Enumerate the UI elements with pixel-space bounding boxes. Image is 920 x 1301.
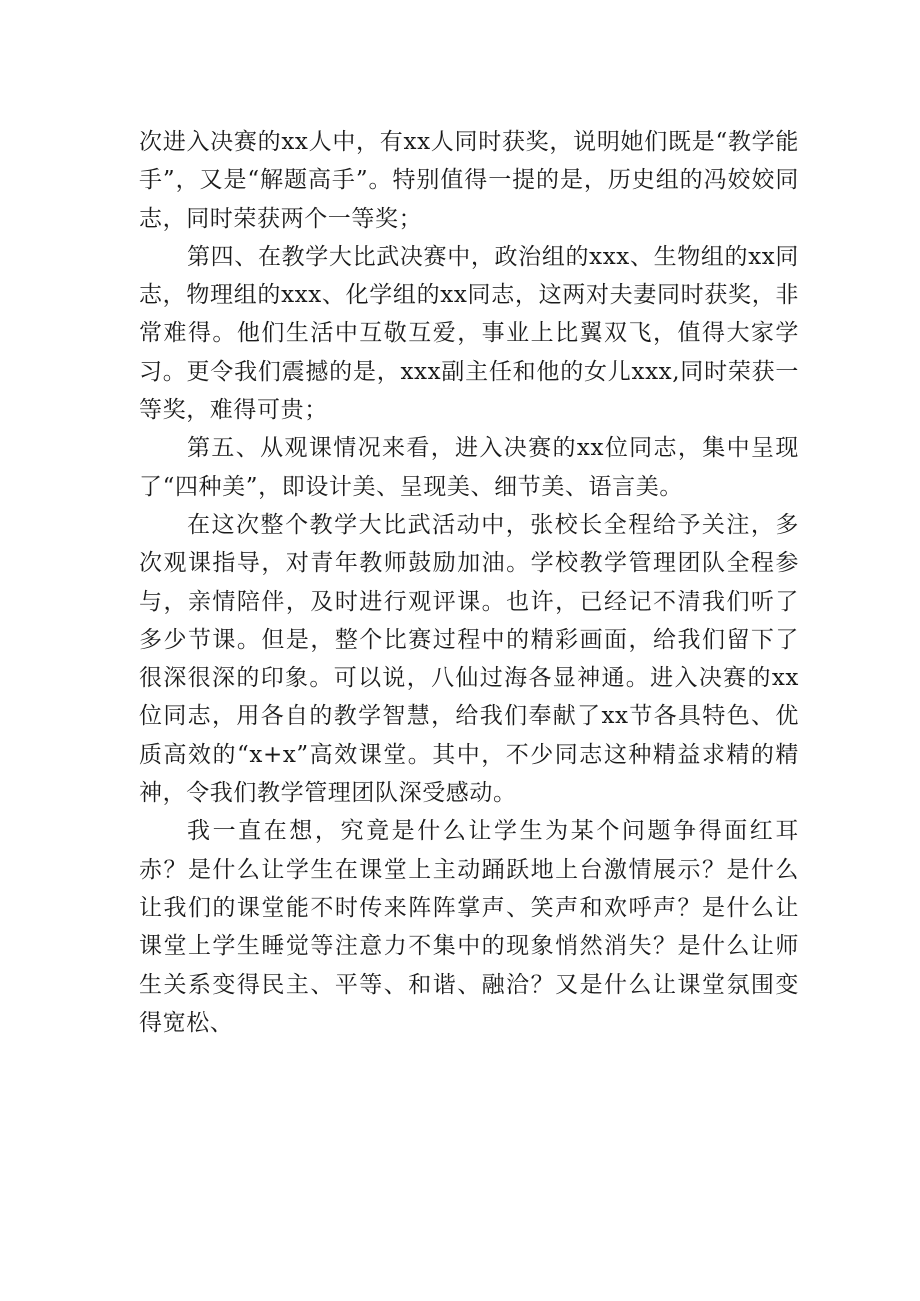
paragraph-activity-summary: 在这次整个教学大比武活动中，张校长全程给予关注，多次观课指导，对青年教师鼓励加油。学校教学管理团队全程参与，亲情陪伴，及时进行观评课。也许，已经记不清我们听了多少节课。但是，整个比赛过程中的精彩画面，给我们留下了很深很深的印象。可以说，八仙过海各显神通。进入决赛的xx位同志，用各自的教学智慧，给我们奉献了xx节各具特色、优质高效的“x+x”高效课堂。其中，不少同志这种精益求精的精神，令我们教学管理团队深受感动。 [139,511,799,807]
paragraph-fourth-point: 第四、在教学大比武决赛中，政治组的xxx、生物组的xx同志，物理组的xxx、化学组的xx同志，这两对夫妻同时获奖，非常难得。他们生活中互敬互爱，事业上比翼双飞，值得大家学习。更令我们震撼的是，xxx副主任和他的女儿xxx,同时荣获一等奖，难得可贵； [139,243,799,424]
paragraph-fifth-point: 第五、从观课情况来看，进入决赛的xx位同志，集中呈现了“四种美”，即设计美、呈现美、细节美、语言美。 [139,435,799,500]
paragraph-reflection: 我一直在想，究竟是什么让学生为某个问题争得面红耳赤？是什么让学生在课堂上主动踊跃地上台激情展示？是什么让我们的课堂能不时传来阵阵掌声、笑声和欢呼声？是什么让课堂上学生睡觉等注意力不集中的现象悄然消失？是什么让师生关系变得民主、平等、和谐、融洽？又是什么让课堂氛围变得宽松、 [139,818,799,1036]
document-body [139,123,799,1042]
paragraph-continuation: 次进入决赛的xx人中，有xx人同时获奖，说明她们既是“教学能手”，又是“解题高手”。特别值得一提的是，历史组的冯姣姣同志，同时荣获两个一等奖； [139,129,799,232]
